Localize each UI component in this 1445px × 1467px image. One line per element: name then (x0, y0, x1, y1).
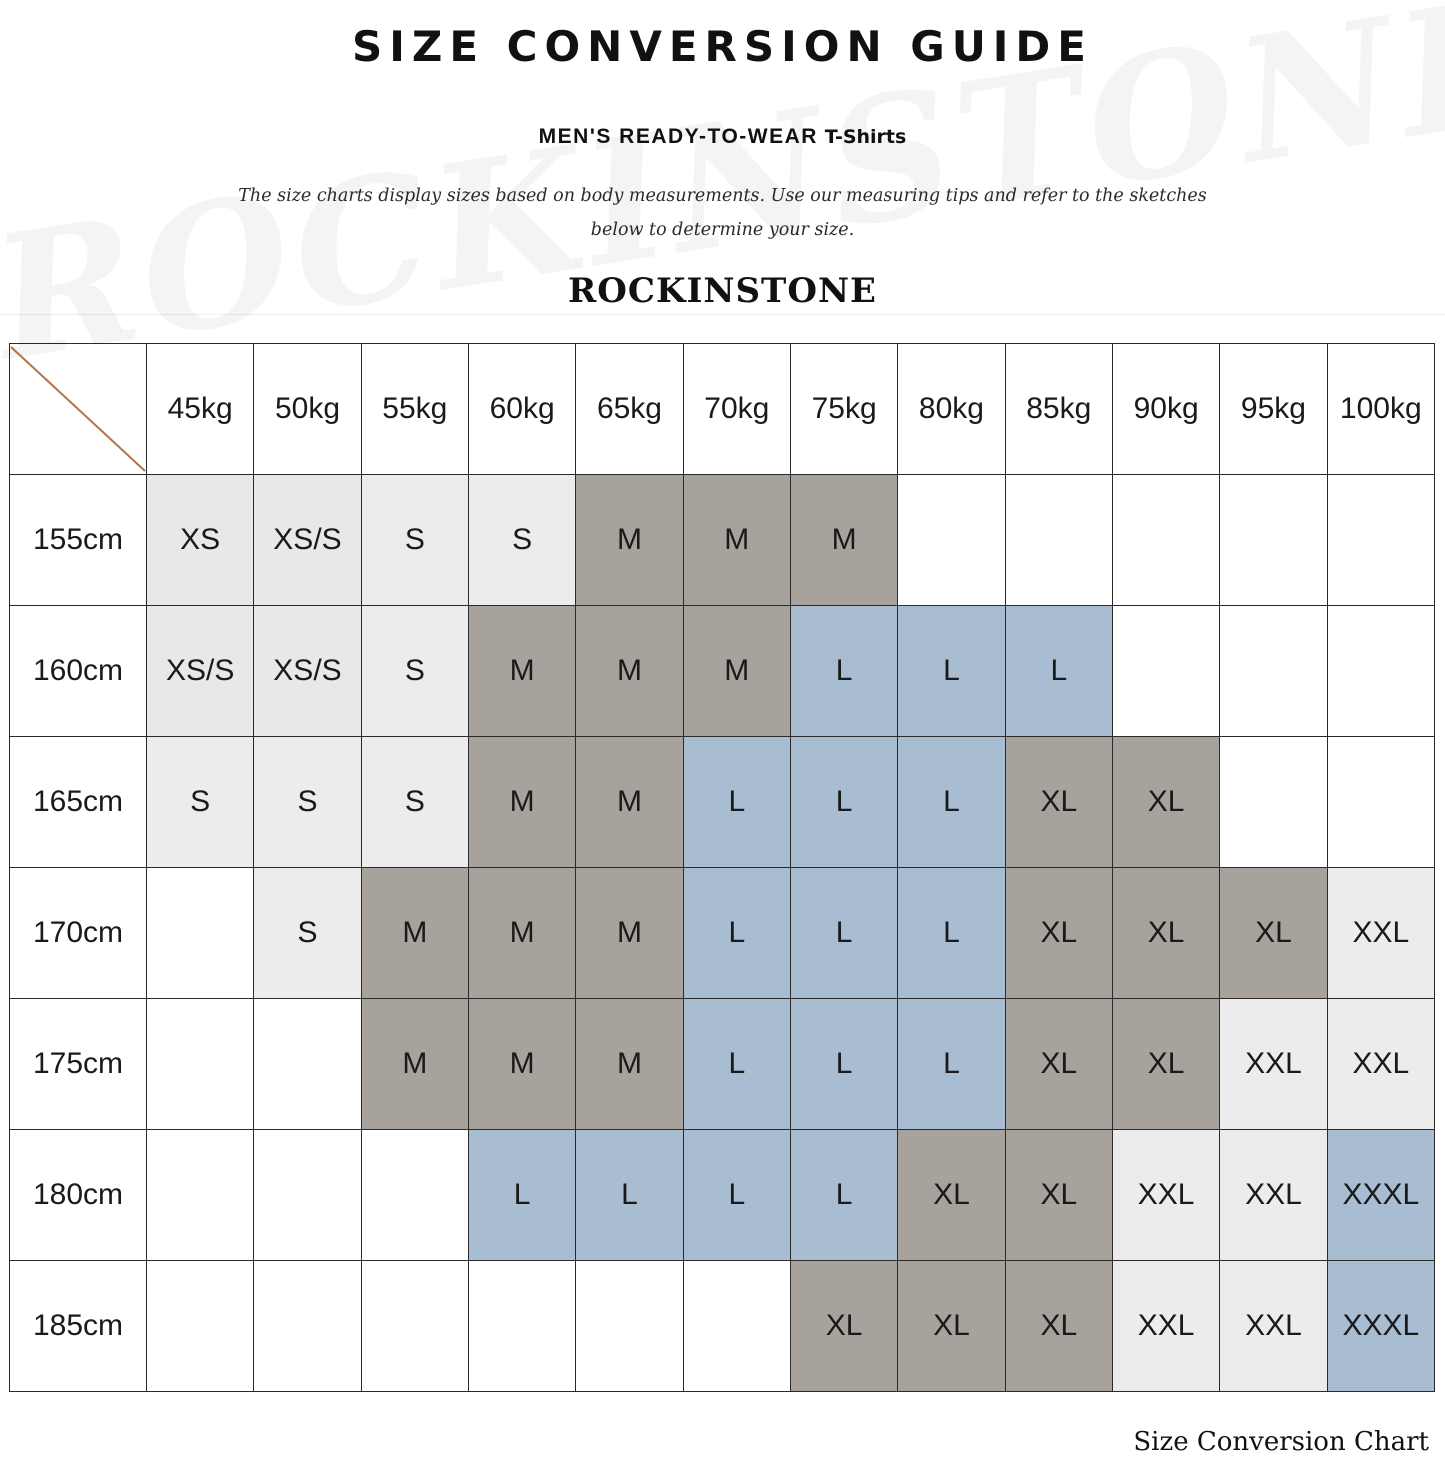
size-cell: XS/S (254, 606, 361, 737)
size-cell: XS/S (254, 475, 361, 606)
size-cell: M (576, 868, 683, 999)
size-cell: M (576, 475, 683, 606)
page-subtitle (0, 125, 1445, 149)
size-cell: L (683, 868, 790, 999)
size-cell: XXL (1220, 1261, 1327, 1392)
row-header-height: 170cm (10, 868, 147, 999)
row-header-height: 175cm (10, 999, 147, 1130)
size-cell: XS/S (147, 606, 254, 737)
column-header-weight: 70kg (683, 344, 790, 475)
watermark-line (0, 314, 1445, 315)
description (223, 179, 1223, 247)
table-row (10, 868, 1435, 999)
size-cell: L (468, 1130, 575, 1261)
size-cell: S (361, 737, 468, 868)
size-conversion-table (9, 343, 1435, 1392)
size-cell: L (790, 999, 897, 1130)
size-cell: M (468, 606, 575, 737)
size-cell-empty (1327, 475, 1434, 606)
size-cell-empty (1220, 606, 1327, 737)
size-cell: XL (1005, 737, 1112, 868)
size-cell: L (898, 606, 1005, 737)
size-cell: XL (1220, 868, 1327, 999)
size-cell: S (254, 868, 361, 999)
row-header-height: 160cm (10, 606, 147, 737)
column-header-weight: 50kg (254, 344, 361, 475)
corner-cell (10, 344, 147, 475)
size-cell: L (790, 1130, 897, 1261)
size-cell: S (147, 737, 254, 868)
size-cell-empty (468, 1261, 575, 1392)
size-cell: XXL (1112, 1261, 1219, 1392)
size-cell-empty (254, 1130, 361, 1261)
size-cell: XXL (1220, 999, 1327, 1130)
size-cell: M (468, 999, 575, 1130)
table-row (10, 737, 1435, 868)
column-header-weight: 90kg (1112, 344, 1219, 475)
size-cell: XL (1112, 868, 1219, 999)
description-line-1: The size charts display sizes based on body measurements. Use our measuring tips and refer to the sketches (238, 186, 1207, 206)
column-header-weight: 95kg (1220, 344, 1327, 475)
size-cell: S (468, 475, 575, 606)
brand-name: ROCKINSTONE (568, 271, 877, 312)
size-cell: M (576, 606, 683, 737)
table-row (10, 475, 1435, 606)
size-cell: M (576, 999, 683, 1130)
size-cell: L (790, 868, 897, 999)
size-cell: L (683, 1130, 790, 1261)
column-header-weight: 85kg (1005, 344, 1112, 475)
size-cell-empty (361, 1261, 468, 1392)
size-cell: XXL (1327, 868, 1434, 999)
size-cell: L (790, 606, 897, 737)
size-cell-empty (147, 1261, 254, 1392)
table-row (10, 999, 1435, 1130)
size-cell-empty (254, 999, 361, 1130)
size-cell: L (898, 737, 1005, 868)
size-cell-empty (683, 1261, 790, 1392)
size-cell: M (468, 868, 575, 999)
column-header-weight: 65kg (576, 344, 683, 475)
size-cell: XL (1005, 999, 1112, 1130)
size-cell-empty (147, 999, 254, 1130)
size-cell: M (790, 475, 897, 606)
diagonal-divider-icon (10, 346, 146, 472)
footer-caption: Size Conversion Chart (1133, 1427, 1429, 1457)
size-cell: S (254, 737, 361, 868)
column-header-weight: 45kg (147, 344, 254, 475)
column-header-weight: 60kg (468, 344, 575, 475)
size-cell-empty (1327, 606, 1434, 737)
column-header-weight: 75kg (790, 344, 897, 475)
size-cell: XL (1005, 1130, 1112, 1261)
size-cell: L (898, 999, 1005, 1130)
size-cell-empty (1220, 737, 1327, 868)
size-cell: L (683, 999, 790, 1130)
size-cell: L (1005, 606, 1112, 737)
size-cell: XL (898, 1130, 1005, 1261)
size-cell-empty (898, 475, 1005, 606)
size-cell-empty (147, 1130, 254, 1261)
size-cell: M (576, 737, 683, 868)
size-cell: M (361, 999, 468, 1130)
size-cell-empty (361, 1130, 468, 1261)
size-cell: XL (790, 1261, 897, 1392)
size-cell-empty (1112, 475, 1219, 606)
size-cell: XL (1112, 737, 1219, 868)
size-cell-empty (1005, 475, 1112, 606)
size-cell: M (361, 868, 468, 999)
table-row (10, 1261, 1435, 1392)
size-cell-empty (254, 1261, 361, 1392)
subtitle-category: MEN'S READY-TO-WEAR (538, 125, 818, 148)
size-cell: XL (898, 1261, 1005, 1392)
size-cell: L (790, 737, 897, 868)
size-cell-empty (576, 1261, 683, 1392)
subtitle-item: T-Shirts (824, 126, 907, 148)
size-cell: S (361, 606, 468, 737)
table-row (10, 606, 1435, 737)
size-cell: XL (1005, 1261, 1112, 1392)
column-header-weight: 100kg (1327, 344, 1434, 475)
size-cell: XXXL (1327, 1130, 1434, 1261)
size-cell: M (683, 475, 790, 606)
size-cell: L (683, 737, 790, 868)
column-header-weight: 55kg (361, 344, 468, 475)
page-title: SIZE CONVERSION GUIDE (352, 22, 1093, 71)
table-header-row (10, 344, 1435, 475)
size-cell-empty (1327, 737, 1434, 868)
column-header-weight: 80kg (898, 344, 1005, 475)
size-cell: S (361, 475, 468, 606)
size-cell: M (468, 737, 575, 868)
size-cell: XS (147, 475, 254, 606)
description-line-2: below to determine your size. (590, 220, 855, 241)
size-cell: XL (1112, 999, 1219, 1130)
size-cell: M (683, 606, 790, 737)
row-header-height: 180cm (10, 1130, 147, 1261)
row-header-height: 165cm (10, 737, 147, 868)
size-cell: L (898, 868, 1005, 999)
size-cell-empty (1220, 475, 1327, 606)
size-cell: XXL (1112, 1130, 1219, 1261)
row-header-height: 155cm (10, 475, 147, 606)
table-row (10, 1130, 1435, 1261)
size-cell: XXXL (1327, 1261, 1434, 1392)
size-chart-page (0, 22, 1445, 1467)
size-cell: L (576, 1130, 683, 1261)
size-cell-empty (1112, 606, 1219, 737)
size-cell-empty (147, 868, 254, 999)
size-cell: XL (1005, 868, 1112, 999)
row-header-height: 185cm (10, 1261, 147, 1392)
size-cell: XXL (1327, 999, 1434, 1130)
size-cell: XXL (1220, 1130, 1327, 1261)
